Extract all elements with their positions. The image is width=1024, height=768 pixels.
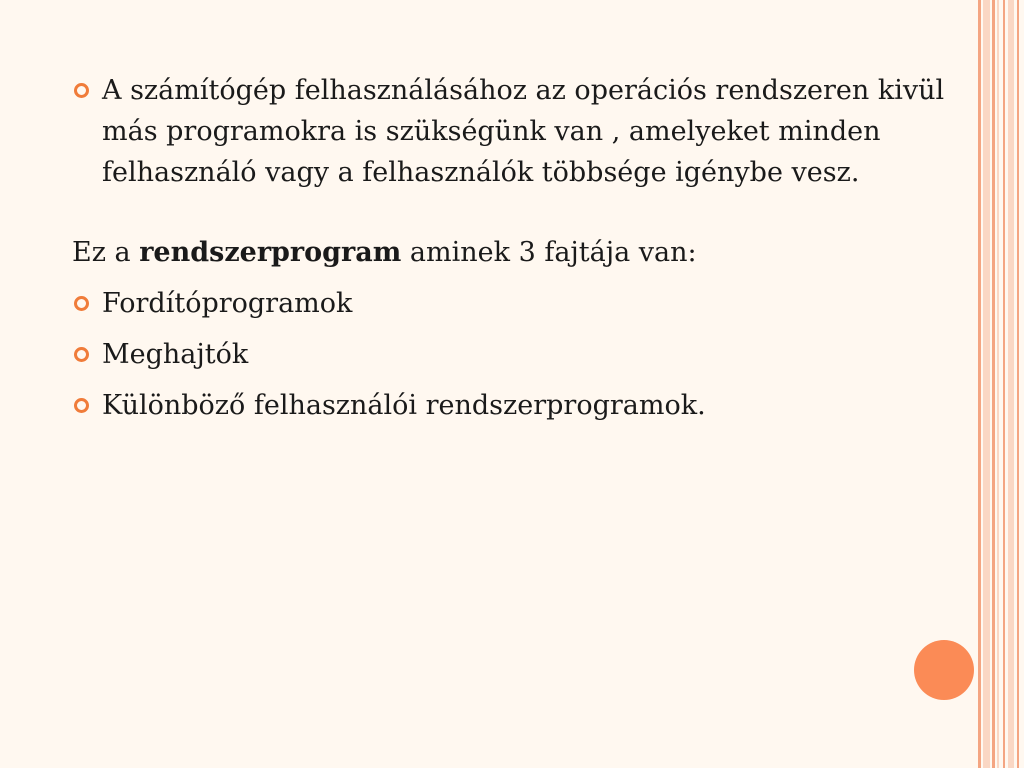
- intro-prefix: Ez a: [72, 237, 140, 268]
- bullet-item-user-system-programs: [72, 385, 952, 426]
- decorative-stripe: [1003, 0, 1005, 768]
- decorative-stripe: [1008, 0, 1014, 768]
- bullet-ring-icon: [74, 398, 89, 413]
- decorative-stripe: [992, 0, 995, 768]
- bullet-text: Fordítóprogramok: [102, 288, 353, 319]
- bullet-text: Különböző felhasználói rendszerprogramok.: [102, 390, 706, 421]
- bullet-ring-icon: [74, 347, 89, 362]
- decorative-stripe: [1017, 0, 1019, 768]
- bullet-text: Meghajtók: [102, 339, 249, 370]
- bullet-ring-icon: [74, 296, 89, 311]
- bullet-ring-icon: [74, 83, 89, 98]
- intro-bold-term: rendszerprogram: [139, 237, 402, 268]
- bullet-item-drivers: [72, 334, 952, 375]
- decorative-stripe: [983, 0, 990, 768]
- bullet-item-intro: [72, 70, 952, 193]
- intro-suffix: aminek 3 fajtája van:: [401, 237, 697, 268]
- decorative-circle: [914, 640, 974, 700]
- decorative-stripe: [997, 0, 999, 768]
- slide-body: [72, 70, 952, 426]
- decorative-stripe: [978, 0, 981, 768]
- bullet-item-compilers: [72, 283, 952, 324]
- intro-line: [72, 232, 952, 273]
- bullet-text: A számítógép felhasználásához az operációs rendszeren kivül más programokra is szükségünk van , amelyeket minden felhasználó vagy a felhasználók többsége igénybe vesz.: [102, 75, 945, 188]
